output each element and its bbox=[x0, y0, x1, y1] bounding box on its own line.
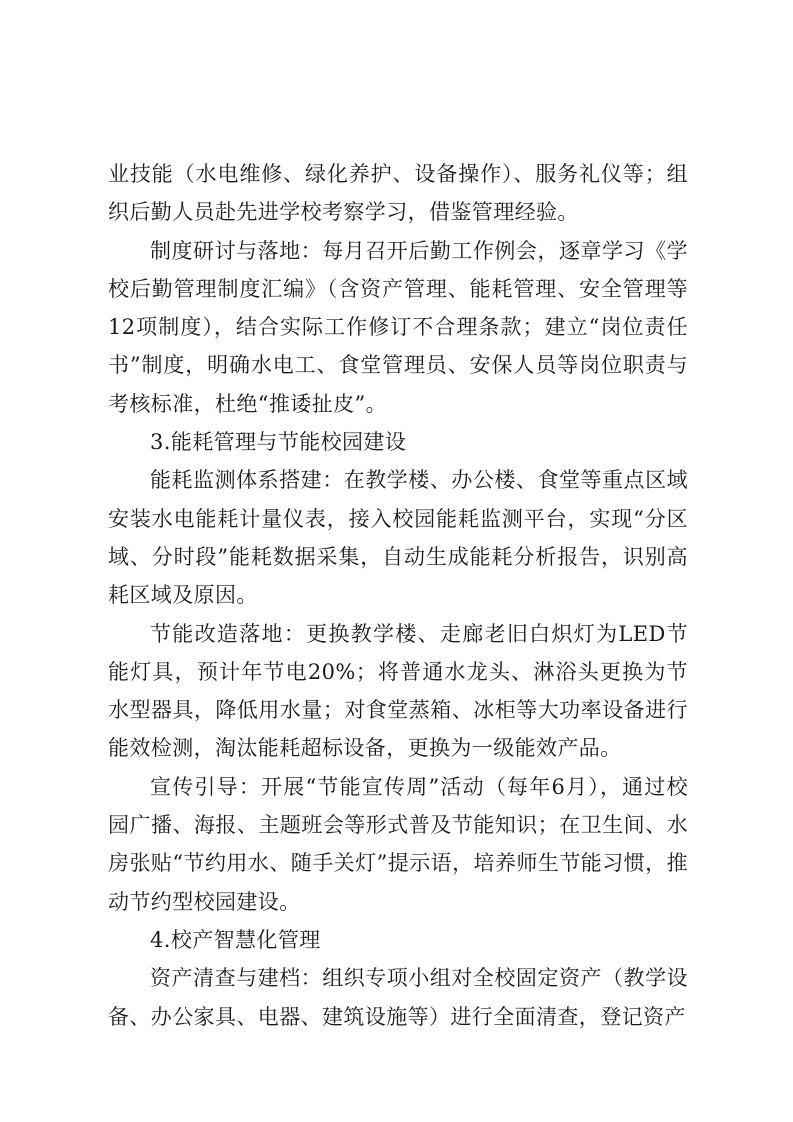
paragraph-energy-retrofit: 节能改造落地：更换教学楼、走廊老旧白炽灯为LED节能灯具，预计年节电20%；将普通水龙头、淋浴头更换为节水型器具，降低用水量；对食堂蒸箱、冰柜等大功率设备进行能效检测，淘汰能耗超标设备，更换为一级能效产品。 bbox=[108, 621, 688, 761]
section-heading-energy-management: 3.能耗管理与节能校园建设 bbox=[150, 430, 407, 455]
paragraph-publicity: 宣传引导：开展“节能宣传周”活动（每年6月），通过校园广播、海报、主题班会等形式普及节能知识；在卫生间、水房张贴“节约用水、随手关灯”提示语，培养师生节能习惯，推动节约型校园建设。 bbox=[108, 774, 688, 914]
paragraph-energy-monitoring: 能耗监测体系搭建：在教学楼、办公楼、食堂等重点区域安装水电能耗计量仪表，接入校园能耗监测平台，实现“分区域、分时段”能耗数据采集，自动生成能耗分析报告，识别高耗区域及原因。 bbox=[108, 468, 688, 608]
document-body bbox=[108, 155, 688, 1036]
paragraph-training-continuation: 业技能（水电维修、绿化养护、设备操作）、服务礼仪等；组织后勤人员赴先进学校考察学习，借鉴管理经验。 bbox=[108, 162, 688, 225]
paragraph-asset-inventory: 资产清查与建档：组织专项小组对全校固定资产（教学设备、办公家具、电器、建筑设施等）进行全面清查，登记资产 bbox=[108, 966, 688, 1029]
section-heading-smart-assets: 4.校产智慧化管理 bbox=[150, 927, 321, 952]
paragraph-system-research: 制度研讨与落地：每月召开后勤工作例会，逐章学习《学校后勤管理制度汇编》（含资产管理、能耗管理、安全管理等12项制度），结合实际工作修订不合理条款；建立“岗位责任书”制度，明确水电工、食堂管理员、安保人员等岗位职责与考核标准，杜绝“推诿扯皮”。 bbox=[108, 238, 688, 416]
